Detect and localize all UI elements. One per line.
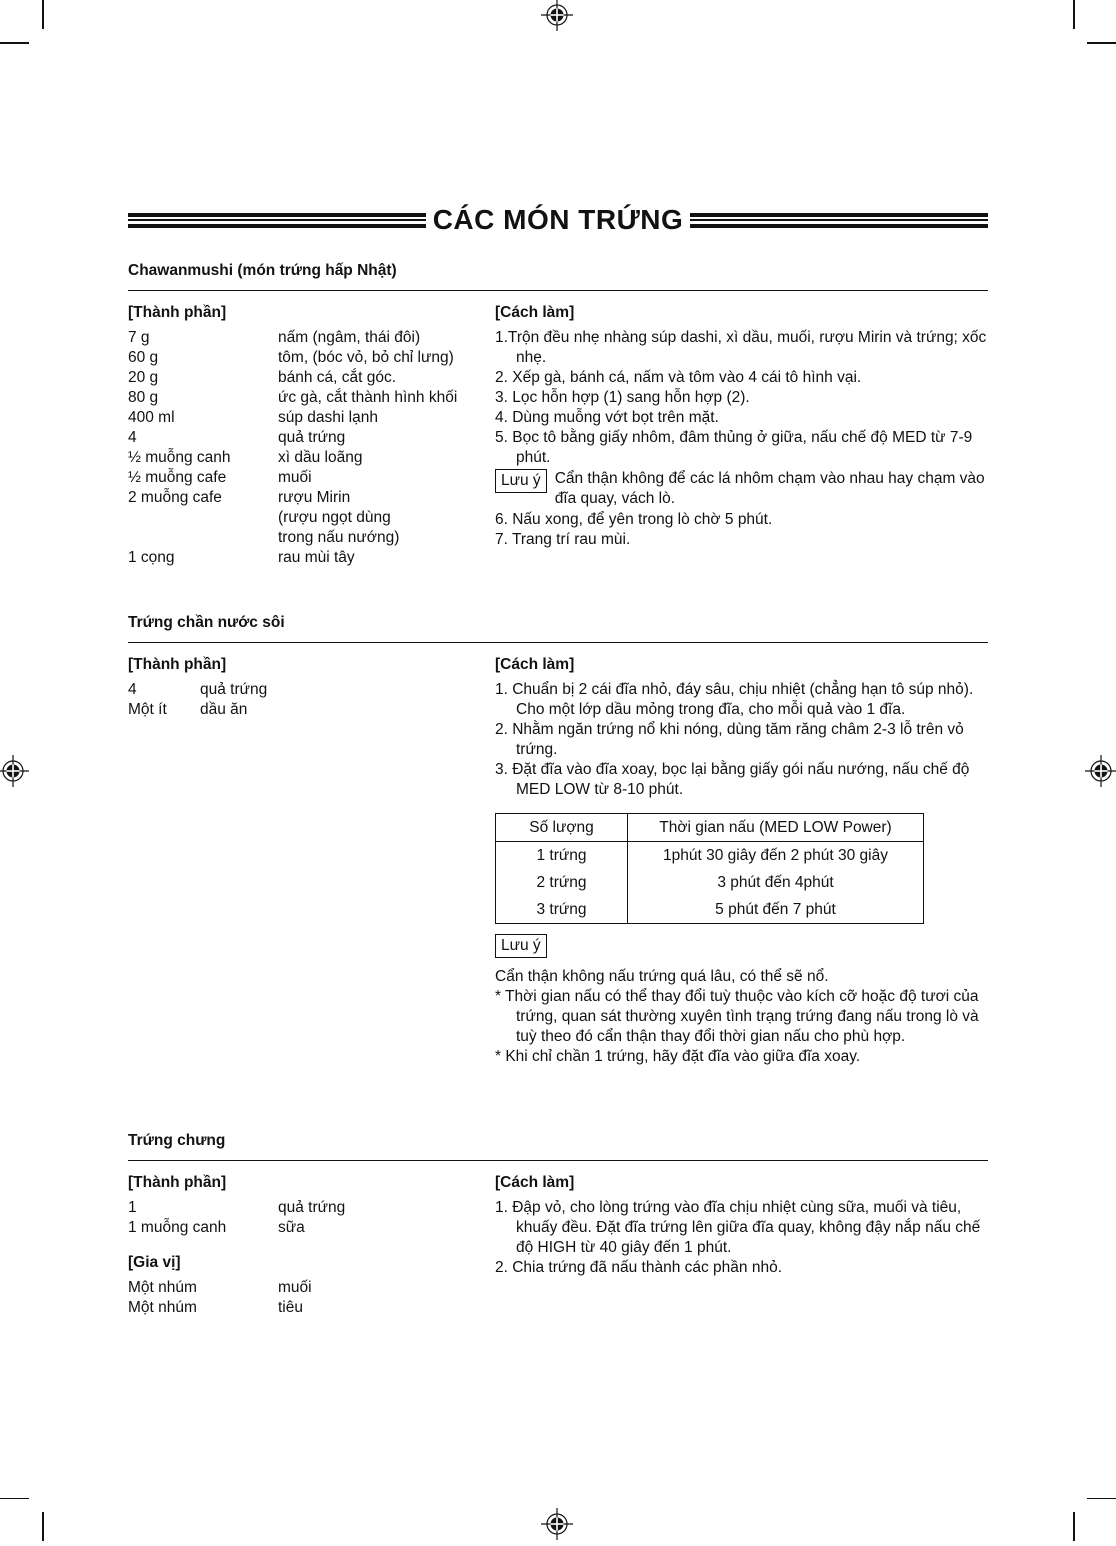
method-steps: [495, 680, 988, 800]
title-rule-left: [128, 213, 426, 228]
method-step: 7. Trang trí rau mùi.: [495, 531, 631, 548]
ingredient-qty: Một nhúm: [128, 1279, 197, 1296]
ingredient-item: (rượu ngọt dùng: [278, 509, 391, 526]
recipe-chawanmushi: [128, 261, 988, 568]
ingredient-row: [128, 368, 495, 388]
crop-mark-top-left-vertical: [42, 0, 44, 29]
ingredient-row: [128, 408, 495, 428]
ingredient-row: [128, 488, 495, 508]
recipe-heading: Chawanmushi (món trứng hấp Nhật): [128, 261, 988, 291]
method-step: 1. Đập vỏ, cho lòng trứng vào đĩa chịu nhiệt cùng sữa, muối và tiêu, khuấy đều. Đặt đĩa trứng lên giữa đĩa quay, không đậy nắp nấu chế độ HIGH từ 40 giây đến 1 phút.: [495, 1199, 981, 1256]
crop-mark-top-right-horizontal: [1087, 42, 1116, 44]
ingredient-item: rau mùi tây: [278, 549, 355, 566]
ingredient-item: trong nấu nướng): [278, 529, 400, 546]
method-column: [495, 1173, 988, 1318]
ingredient-item: quả trứng: [200, 681, 268, 698]
note-text: Cẩn thận không để các lá nhôm chạm vào nhau hay chạm vào đĩa quay, vách lò.: [554, 470, 985, 507]
crop-mark-bottom-right-vertical: [1073, 1512, 1075, 1541]
crop-mark-top-left-horizontal: [0, 42, 29, 44]
ingredient-row: [128, 1198, 495, 1218]
method-column: [495, 655, 988, 1067]
ingredient-row: [128, 1278, 495, 1298]
ingredients-label: [Thành phần]: [128, 304, 227, 321]
method-step: 6. Nấu xong, để yên trong lò chờ 5 phút.: [495, 511, 773, 528]
ingredient-row: [128, 528, 495, 548]
ingredient-list: [128, 1198, 495, 1238]
recipe-columns: [128, 303, 988, 568]
note-row: [495, 469, 988, 509]
method-label: [Cách làm]: [495, 656, 575, 673]
table-cell: 3 phút đến 4phút: [717, 874, 834, 891]
ingredient-item: nấm (ngâm, thái đôi): [278, 329, 421, 346]
ingredient-item: muối: [278, 1279, 312, 1296]
note-line: Cẩn thận không nấu trứng quá lâu, có thể sẽ nổ.: [495, 968, 829, 985]
table-row: [496, 869, 924, 896]
page-content: [128, 0, 988, 1318]
ingredients-column: [128, 303, 495, 568]
table-header-cook-time: Thời gian nấu (MED LOW Power): [628, 814, 924, 842]
ingredient-qty: 80 g: [128, 389, 159, 406]
table-cell: 3 trứng: [496, 896, 628, 924]
ingredient-item: bánh cá, cắt góc.: [278, 369, 397, 386]
ingredient-qty: 2 muỗng cafe: [128, 489, 222, 506]
table-row: [496, 896, 924, 924]
registration-mark-icon: [1084, 754, 1116, 788]
ingredients-column: [128, 655, 495, 1067]
ingredient-list: [128, 328, 495, 568]
ingredient-item: ức gà, cắt thành hình khối: [278, 389, 458, 406]
method-step: 2. Xếp gà, bánh cá, nấm và tôm vào 4 cái tô hình vại.: [495, 369, 862, 386]
ingredient-row: [128, 428, 495, 448]
ingredient-qty: Một nhúm: [128, 1299, 197, 1316]
ingredient-qty: 20 g: [128, 369, 159, 386]
page-title: CÁC MÓN TRỨNG: [432, 204, 684, 235]
crop-mark-top-right-vertical: [1073, 0, 1075, 29]
ingredients-label: [Thành phần]: [128, 656, 227, 673]
table-cell: 2 trứng: [496, 869, 628, 896]
ingredient-item: rượu Mirin: [278, 489, 351, 506]
ingredient-qty: 4: [128, 681, 137, 698]
ingredient-item: dầu ăn: [200, 701, 248, 718]
seasoning-list: [128, 1278, 495, 1318]
recipe-columns: [128, 1173, 988, 1318]
ingredient-list: [128, 680, 495, 720]
recipe-heading: Trứng chần nước sôi: [128, 613, 988, 643]
ingredient-qty: [128, 508, 278, 528]
ingredient-qty: 7 g: [128, 329, 150, 346]
ingredient-row: [128, 468, 495, 488]
method-steps: [495, 1198, 988, 1278]
ingredient-item: tiêu: [278, 1299, 303, 1316]
ingredient-qty: 1 cọng: [128, 549, 175, 566]
ingredient-row: [128, 448, 495, 468]
table-row: [496, 842, 924, 870]
ingredient-item: quả trứng: [278, 1199, 346, 1216]
method-step: 4. Dùng muỗng vớt bọt trên mặt.: [495, 409, 719, 426]
ingredient-qty: Một ít: [128, 701, 167, 718]
ingredient-row: [128, 388, 495, 408]
ingredient-qty: 1: [128, 1199, 137, 1216]
ingredient-item: tôm, (bóc vỏ, bỏ chỉ lưng): [278, 349, 454, 366]
crop-mark-bottom-left-horizontal: [0, 1498, 29, 1500]
method-label: [Cách làm]: [495, 1174, 575, 1191]
method-step: 1.Trộn đều nhẹ nhàng súp dashi, xì dầu, muối, rượu Mirin và trứng; xốc nhẹ.: [495, 329, 987, 366]
recipe-steamed-egg: [128, 1131, 988, 1318]
method-step: 3. Đặt đĩa vào đĩa xoay, bọc lại bằng giấy gói nấu nướng, nấu chế độ MED LOW từ 8-10 phút.: [495, 761, 970, 798]
ingredient-row: [128, 700, 495, 720]
cook-time-table: [495, 813, 924, 924]
note-list: [495, 967, 988, 1067]
ingredient-qty: 1 muỗng canh: [128, 1219, 227, 1236]
ingredient-item: sữa: [278, 1219, 305, 1236]
method-label: [Cách làm]: [495, 304, 575, 321]
ingredient-row: [128, 548, 495, 568]
note-badge: Lưu ý: [495, 934, 547, 958]
method-step: 5. Bọc tô bằng giấy nhôm, đâm thủng ở giữa, nấu chế độ MED từ 7-9 phút.: [495, 429, 973, 466]
method-step: 1. Chuẩn bị 2 cái đĩa nhỏ, đáy sâu, chịu nhiệt (chẳng hạn tô súp nhỏ). Cho một lớp dầu mỏng trong đĩa, cho mỗi quả vào 1 đĩa.: [495, 681, 974, 718]
note-line: * Thời gian nấu có thể thay đổi tuỳ thuộc vào kích cỡ hoặc độ tươi của trứng, quan sát thường xuyên tình trạng trứng đang nấu trong lò và tuỳ theo đó cẩn thận thay đổi thời gian nấu cho phù hợp.: [495, 988, 979, 1045]
ingredient-qty: ½ muỗng cafe: [128, 469, 227, 486]
registration-mark-icon: [540, 1507, 574, 1541]
ingredient-row: [128, 680, 495, 700]
note-line: * Khi chỉ chần 1 trứng, hãy đặt đĩa vào giữa đĩa xoay.: [495, 1048, 861, 1065]
recipe-heading: Trứng chưng: [128, 1131, 988, 1161]
recipe-poached-eggs: [128, 613, 988, 1067]
ingredient-row: [128, 328, 495, 348]
ingredient-qty: ½ muỗng canh: [128, 449, 231, 466]
ingredient-qty: 400 ml: [128, 409, 175, 426]
crop-mark-bottom-left-vertical: [42, 1512, 44, 1541]
ingredients-column: [128, 1173, 495, 1318]
page-title-bar: [128, 205, 988, 235]
method-steps: [495, 328, 988, 550]
method-step: 2. Chia trứng đã nấu thành các phần nhỏ.: [495, 1259, 782, 1276]
crop-mark-bottom-right-horizontal: [1087, 1498, 1116, 1500]
ingredient-row: [128, 1298, 495, 1318]
table-cell: 1phút 30 giây đến 2 phút 30 giây: [663, 847, 888, 864]
ingredient-item: quả trứng: [278, 429, 346, 446]
note-badge: Lưu ý: [495, 469, 547, 493]
method-step: 2. Nhằm ngăn trứng nổ khi nóng, dùng tăm răng châm 2-3 lỗ trên vỏ trứng.: [495, 721, 964, 758]
table-header-row: [496, 814, 924, 842]
ingredient-item: xì dầu loãng: [278, 449, 363, 466]
ingredient-item: súp dashi lạnh: [278, 409, 378, 426]
ingredient-qty: 60 g: [128, 349, 159, 366]
ingredient-qty: 4: [128, 429, 137, 446]
ingredient-row: [128, 348, 495, 368]
table-cell: 1 trứng: [496, 842, 628, 870]
method-step: 3. Lọc hỗn hợp (1) sang hỗn hợp (2).: [495, 389, 750, 406]
ingredient-qty: [128, 528, 278, 548]
method-column: [495, 303, 988, 568]
title-rule-right: [690, 213, 988, 228]
table-cell: 5 phút đến 7 phút: [715, 901, 836, 918]
recipe-columns: [128, 655, 988, 1067]
ingredient-item: muối: [278, 469, 312, 486]
ingredients-label: [Thành phần]: [128, 1174, 227, 1191]
table-header-quantity: Số lượng: [496, 814, 628, 842]
registration-mark-icon: [0, 754, 30, 788]
ingredient-row: [128, 508, 495, 528]
seasoning-label: [Gia vị]: [128, 1254, 181, 1271]
ingredient-row: [128, 1218, 495, 1238]
